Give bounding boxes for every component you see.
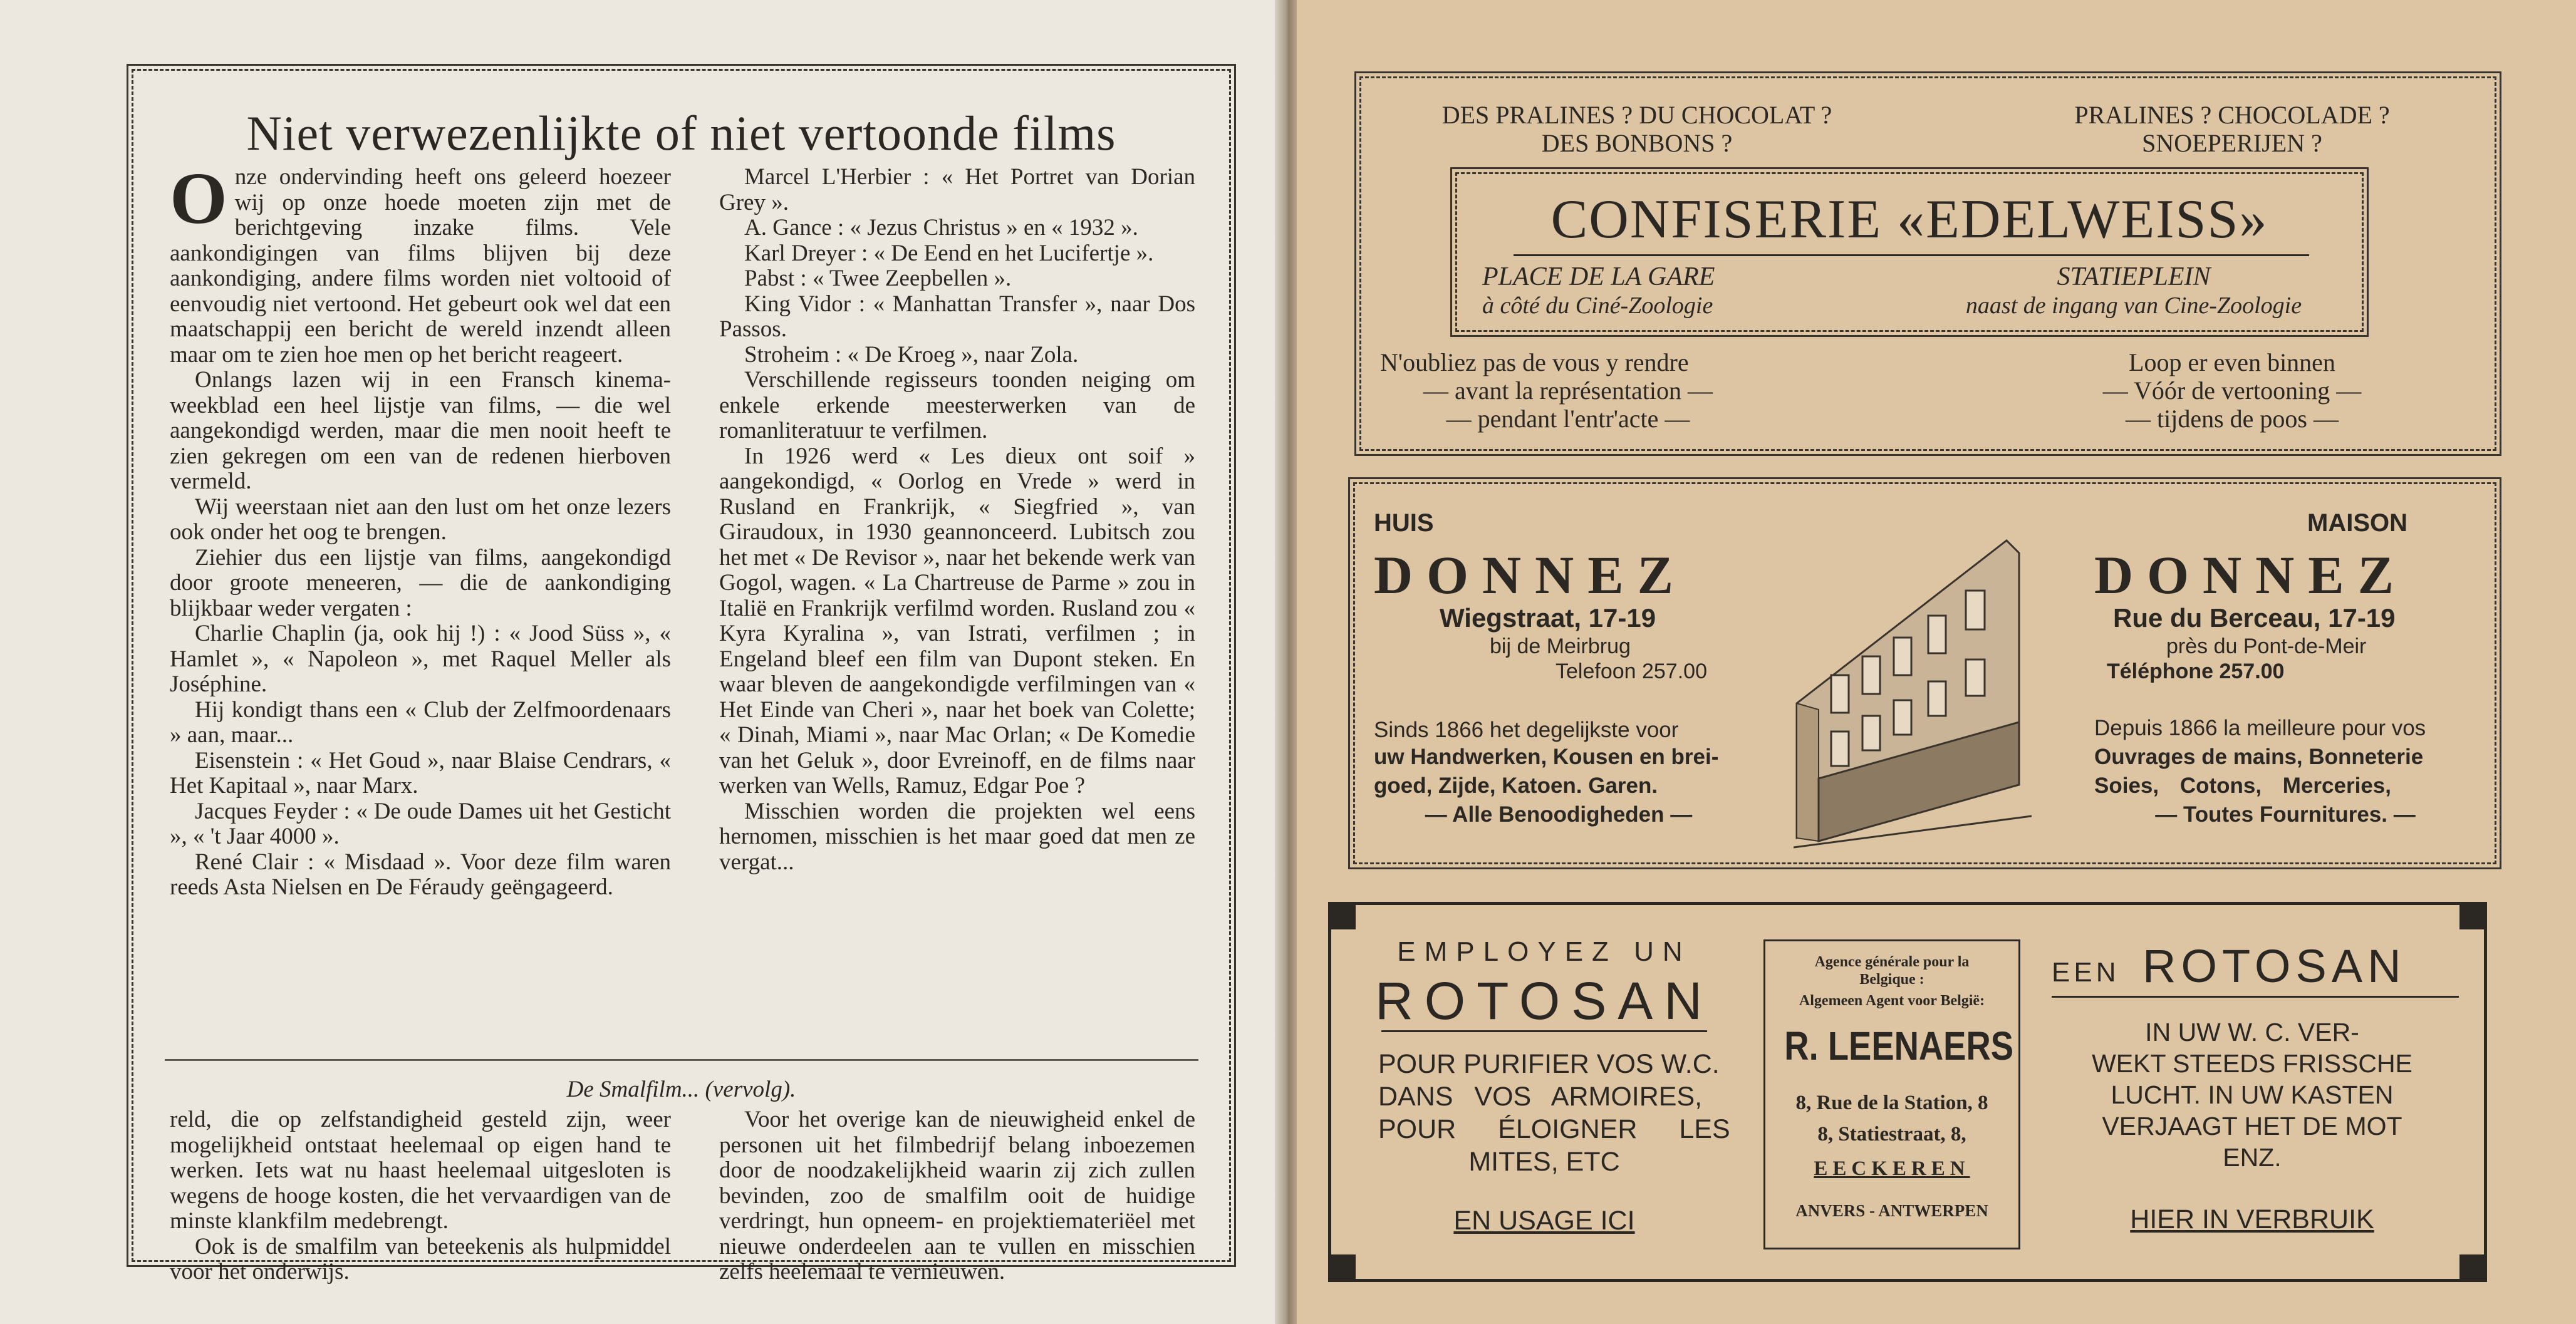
agency-nl: Algemeen Agent voor België: xyxy=(1799,993,1985,1009)
fr-tel: Téléphone 257.00 xyxy=(2107,659,2285,683)
fr-usage: EN USAGE ICI xyxy=(1453,1206,1635,1236)
paragraph: Ziehier dus een lijstje van films, aangekondigd door groote meneeren, — die de aankondiging blijkbaar weder vergaten : xyxy=(170,544,671,621)
paragraph: Charlie Chaplin (ja, ook hij !) : « Jood Süss », « Hamlet », « Napoleon », met Raquel Meller als Joséphine. xyxy=(170,621,671,697)
paragraph: Stroheim : « De Kroeg », naar Zola. xyxy=(744,341,1079,368)
paragraph: In 1926 werd « Les dieux ont soif » aangekondigd, « Oorlog en Vrede » werd in Rusland en Frankrijk, « Siegfried », van Giraudoux, in 1930 geannonceerd. Lubitsch zou het met « De Revisor », naar het bekende werk van Gogol, wagen. « La Chartreuse de Parme » zou in Italië en Frankrijk verfilmd worden. Rusland zou « Kyra Kyralina », van Istrati, verfilmen ; in Engeland bleef een film van Dupont steken. En waar bleven de aangekondigde verfilmingen van « Het Einde van Cheri », naar het boek van Colette; « Dinah, Miami », naar Mac Orlan; « De Komedie van het Geluk », door Evreinoff, en de films naar werken van Wells, Ramuz, Edgar Poe ? xyxy=(719,443,1195,799)
book-gutter xyxy=(1275,0,1300,1324)
agent-name: R. LEENAERS xyxy=(1784,1023,2014,1068)
shop-building-illustration xyxy=(1794,515,2032,854)
article-column-2 xyxy=(719,165,1195,875)
nl-line-2: — Vóór de vertooning — xyxy=(2102,376,2362,405)
fr-line-2: DANS VOS ARMOIRES, xyxy=(1378,1082,1703,1112)
fr-desc-3: Soies, Cotons, Merceries, xyxy=(2094,773,2391,798)
paragraph: Onze ondervinding heeft ons geleerd hoezeer wij op onze hoede moeten zijn met de berichtgeving inzake films. Vele aankondigingen van films blijven bij deze aankondiging, andere films worden niet voltooid of eenvoudig niet vertoond. Het gebeurt ook wel dat een maatschappij een bericht de wereld inzendt alleen maar om te zien hoe men op het bericht reageert. xyxy=(170,157,671,368)
paragraph: Onlangs lazen wij in een Fransch kinema-weekblad een heel lijstje van films, — die wel aangekondigd werden, maar die men nooit heeft te zien gekregen om een van de redenen hierboven vermeld. xyxy=(170,367,671,494)
article-frame xyxy=(132,69,1231,1285)
rotosan-brand-fr: ROTOSAN xyxy=(1375,971,1713,1030)
nl-line-4: VERJAAGT HET DE MOT xyxy=(2102,1112,2402,1140)
paragraph: Jacques Feyder : « De oude Dames uit het Gesticht », « 't Jaar 4000 ». xyxy=(170,798,671,849)
fr-question-1: DES PRALINES ? DU CHOCOLAT ? xyxy=(1441,101,1832,129)
nl-line-3: LUCHT. IN UW KASTEN xyxy=(2111,1080,2394,1109)
nl-question-2: SNOEPERIJEN ? xyxy=(2142,129,2322,157)
agent-city: EECKEREN xyxy=(1814,1157,1970,1180)
paragraph: Karl Dreyer : « De Eend en het Lucifertje ». xyxy=(744,240,1154,266)
fr-line-4: MITES, ETC xyxy=(1468,1147,1620,1177)
fr-line-3: POUR ÉLOIGNER LES xyxy=(1378,1114,1730,1144)
nl-desc-4: — Alle Benoodigheden — xyxy=(1425,802,1693,827)
nl-line-2: WEKT STEEDS FRISSCHE xyxy=(2092,1049,2412,1078)
paragraph: René Clair : « Misdaad ». Voor deze film waren reeds Asta Nielsen en De Féraudy geëngageerd. xyxy=(170,849,671,900)
agent-city-2: ANVERS - ANTWERPEN xyxy=(1795,1201,1988,1220)
nl-desc-2: uw Handwerken, Kousen en brei- xyxy=(1374,745,1719,769)
underline xyxy=(2052,996,2459,998)
paragraph: reld, die op zelfstandigheid gesteld zijn, weer mogelijkheid ontstaat heelemaal op eigen hand te werken. Iets wat nu haast heelemaal uitgesloten is wegens de hooge kosten, die het vervaardigen van de minste klankfilm medebrengt. xyxy=(170,1107,671,1234)
paragraph: Misschien worden die projekten wel eens hernomen, misschien is het maar goed dat men ze vergat... xyxy=(719,798,1195,875)
nl-desc-3: goed, Zijde, Katoen. Garen. xyxy=(1374,773,1658,798)
agent-box xyxy=(1763,939,2020,1249)
donnez-name-fr: DONNEZ xyxy=(2094,545,2407,605)
paragraph: Verschillende regisseurs toonden neiging om enkele erkende meesterwerken van de romanliteratuur te verfilmen. xyxy=(719,367,1195,443)
corner-ornament xyxy=(2459,1254,2487,1282)
fr-street: Rue du Berceau, 17-19 xyxy=(2113,603,2396,633)
nl-line-5: ENZ. xyxy=(2223,1143,2282,1172)
addr-fr-2: à côté du Ciné-Zoologie xyxy=(1482,292,1713,319)
addr-nl: STATIEPLEIN xyxy=(2057,262,2211,291)
rotosan-brand-nl: ROTOSAN xyxy=(2142,940,2406,992)
fr-line-3: — pendant l'entr'acte — xyxy=(1446,405,1690,433)
continued-column-2 xyxy=(719,1107,1195,1285)
left-page xyxy=(0,0,1284,1324)
underline xyxy=(1514,254,2309,256)
drop-cap: O xyxy=(170,157,227,239)
addr-nl-2: naast de ingang van Cine-Zoologie xyxy=(1965,292,2302,319)
fr-line-1: N'oubliez pas de vous y rendre xyxy=(1380,348,1689,376)
corner-ornament xyxy=(1328,902,1356,929)
nl-line-3: — tijdens de poos — xyxy=(2126,405,2339,433)
nl-desc-1: Sinds 1866 het degelijkste voor xyxy=(1374,718,1679,742)
fr-line-2: — avant la représentation — xyxy=(1423,376,1713,405)
agency-fr-1: Agence générale pour la xyxy=(1814,954,1970,970)
fr-desc-2: Ouvrages de mains, Bonneterie xyxy=(2094,745,2424,769)
nl-street: Wiegstraat, 17-19 xyxy=(1440,603,1656,633)
donnez-name-nl: DONNEZ xyxy=(1374,545,1687,605)
nl-line-1: IN UW W. C. VER- xyxy=(2145,1018,2359,1047)
fr-line-1: POUR PURIFIER VOS W.C. xyxy=(1378,1049,1720,1079)
corner-ornament xyxy=(1328,1254,1356,1282)
fr-desc-4: — Toutes Fournitures. — xyxy=(2155,802,2416,827)
addr-fr: PLACE DE LA GARE xyxy=(1482,262,1715,291)
fr-employez: EMPLOYEZ UN xyxy=(1397,936,1691,967)
nl-tel: Telefoon 257.00 xyxy=(1555,659,1707,683)
continued-heading: De Smalfilm... (vervolg). xyxy=(566,1077,796,1102)
continued-column-1 xyxy=(170,1107,671,1285)
paragraph: A. Gance : « Jezus Christus » en « 1932 ». xyxy=(744,215,1138,240)
paragraph: Hij kondigt thans een « Club der Zelfmoordenaars » aan, maar... xyxy=(170,696,671,748)
nl-een: EEN xyxy=(2052,957,2120,988)
confiserie-name: CONFISERIE «EDELWEISS» xyxy=(1550,189,2268,250)
separator xyxy=(165,1059,1198,1061)
underline xyxy=(1381,1030,1707,1032)
huis-label: HUIS xyxy=(1374,509,1434,537)
nl-question-1: PRALINES ? CHOCOLADE ? xyxy=(2074,101,2390,129)
confiserie-box xyxy=(1455,172,2364,332)
right-page xyxy=(1297,0,2576,1324)
rotosan-ad xyxy=(1328,902,2487,1282)
fr-question-2: DES BONBONS ? xyxy=(1541,129,1733,157)
paragraph: Ook is de smalfilm van beteekenis als hulpmiddel voor het onderwijs. xyxy=(170,1233,671,1285)
paragraph: Marcel L'Herbier : « Het Portret van Dorian Grey ». xyxy=(719,164,1195,215)
paragraph: Pabst : « Twee Zeepbellen ». xyxy=(744,266,1012,291)
paragraph: Wij weerstaan niet aan den lust om het onze lezers ook onder het oog te brengen. xyxy=(170,494,671,545)
agent-addr-2: 8, Statiestraat, 8, xyxy=(1817,1123,1966,1146)
nl-line-1: Loop er even binnen xyxy=(2129,348,2335,376)
donnez-ad xyxy=(1353,482,2496,864)
article-title: Niet verwezenlijkte of niet vertoonde films xyxy=(246,106,1116,160)
fr-near: près du Pont-de-Meir xyxy=(2166,634,2367,658)
paragraph: Voor het overige kan de nieuwigheid enkel de personen uit het filmbedrijf belang inboezemen door de noodzakelijkheid waarin zij zich zullen bevinden, zoo de smalfilm ooit de huidige verdringt, hun opneem- en projektiemateriëel met nieuwe onderdeelen aan te vullen en misschien zelfs heelemaal te vernieuwen. xyxy=(719,1107,1195,1285)
edelweiss-ad xyxy=(1359,76,2496,451)
nl-usage: HIER IN VERBRUIK xyxy=(2130,1204,2374,1234)
agent-addr-1: 8, Rue de la Station, 8 xyxy=(1795,1092,1988,1114)
paragraph: King Vidor : « Manhattan Transfer », naar Dos Passos. xyxy=(719,291,1195,342)
article-column-1 xyxy=(170,157,671,901)
paragraph: Eisenstein : « Het Goud », naar Blaise Cendrars, « Het Kapitaal », naar Marx. xyxy=(170,747,671,799)
agency-fr-2: Belgique : xyxy=(1859,971,1924,988)
maison-label: MAISON xyxy=(2307,509,2407,537)
corner-ornament xyxy=(2459,902,2487,929)
nl-near: bij de Meirbrug xyxy=(1490,634,1631,658)
fr-desc-1: Depuis 1866 la meilleure pour vos xyxy=(2094,716,2426,740)
